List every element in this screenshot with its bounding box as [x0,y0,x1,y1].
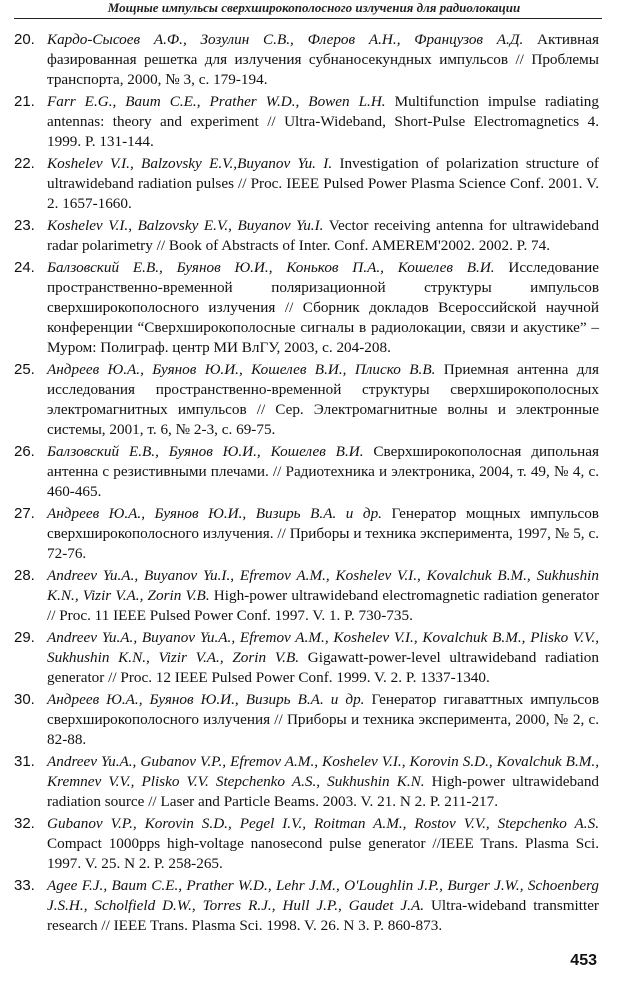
reference-number: 26. [14,442,35,460]
reference-authors: Кардо-Сысоев А.Ф., Зозулин С.В., Флеров А.Н., Французов А.Д. [47,31,524,48]
reference-authors: Андреев Ю.А., Буянов Ю.И., Кошелев В.И., Плиско В.В. [47,360,436,378]
reference-item [14,628,599,688]
reference-text: High-power ultrawideband radiation source // Laser and Particle Beams. 2003. V. 21. N 2. P. 211-217. [47,772,600,810]
page-number: 453 [570,952,597,969]
running-header-title: Мощные импульсы сверхширокополосного излучения для радиолокации [107,0,521,15]
reference-item [14,504,599,564]
reference-authors: Андреев Ю.А., Буянов Ю.И., Визирь В.А. и др. [47,504,382,522]
reference-text: Investigation of polarization structure of ultrawideband radiation pulses // Proc. IEEE Pulsed Power Plasma Science Conf. 2001. V. 2. 1657-1660. [47,155,599,212]
reference-item [14,752,599,812]
reference-item [14,360,599,440]
reference-authors: Andreev Yu.A., Buyanov Yu.I., Efremov A.M., Koshelev V.I., Kovalchuk B.M., Sukhushin K.N., Vizir V.A., Zorin V.B. [47,566,599,604]
reference-item [14,690,599,750]
reference-text: Сверхширокополосная дипольная антенна с резистивными плечами. // Радиотехника и электроника, 2004, т. 49, № 4, с. 460-465. [47,442,599,500]
reference-number: 30. [14,690,35,708]
reference-item [14,814,599,874]
reference-item [14,30,599,90]
reference-authors: Farr E.G., Baum C.E., Prather W.D., Bowen L.H. [47,93,386,111]
reference-number: 28. [14,566,35,584]
reference-number: 31. [14,752,35,770]
reference-item [14,92,599,152]
reference-text: Compact 1000pps high-voltage nanosecond pulse generator //IEEE Trans. Plasma Sci. 1997. V. 25. N 2. P. 258-265. [47,834,599,872]
reference-authors: Koshelev V.I., Balzovsky E.V.,Buyanov Yu. I. [47,155,333,173]
reference-text: Генератор гигаваттных импульсов сверхширокополосного излучения // Приборы и техника эксперимента, 2000, № 2, с. 82-88. [47,690,599,748]
reference-text: Генератор мощных импульсов сверхширокополосного излучения. // Приборы и техника эксперимента, 1997, № 5, с. 72-76. [47,504,599,562]
reference-number: 24. [14,259,35,277]
reference-authors: Koshelev V.I., Balzovsky E.V., Buyanov Yu.I. [47,217,324,235]
reference-authors: Gubanov V.P., Korovin S.D., Pegel I.V., Roitman A.M., Rostov V.V., Stepchenko A.S. [47,815,599,832]
reference-authors: Andreev Yu.A., Buyanov Yu.A., Efremov A.M., Koshelev V.I., Kovalchuk B.M., Plisko V.V., Sukhushin K.N., Vizir V.A., Zorin V.B. [47,628,599,666]
reference-item [14,566,599,626]
reference-number: 20. [14,31,35,48]
reference-number: 22. [14,155,35,173]
reference-number: 29. [14,628,35,646]
reference-text: Активная фазированная решетка для излучения субнаносекундных импульсов // Проблемы транспорта, 2000, № 3, с. 179-194. [47,31,599,88]
reference-text: Vector receiving antenna for ultrawideband radar polarimetry // Book of Abstracts of Inter. Conf. AMEREM'2002. 2002. P. 74. [47,217,599,254]
reference-item [14,876,599,936]
reference-authors: Agee F.J., Baum C.E., Prather W.D., Lehr J.M., O'Loughlin J.P., Burger J.W., Schoenberg J.S.H., Scholfield D.W., Torres R.J., Hull J.P., Gaudet J.A. [47,877,599,914]
reference-number: 27. [14,504,35,522]
reference-item [14,442,599,502]
header-rule [14,18,602,19]
reference-item [14,216,599,256]
reference-text: Приемная антенна для исследования пространственно-временной структуры сверхширокополосных электромагнитных импульсов // Сер. Электромагнитные волны и электронные системы, 2001, т. 6, № 2-3, с. 69-75. [47,360,599,438]
reference-text: Исследование пространственно-временной поляризационной структуры импульсов сверхширокополосного излучения // Сборник докладов Всероссийской научной конференции “Сверхширокополосные сигналы в радиолокации, связи и акустике” – Муром: Полиграф. центр МИ ВлГУ, 2003, с. 204-208. [47,259,599,356]
reference-number: 25. [14,360,35,378]
reference-text: Multifunction impulse radiating antennas: theory and experiment // Ultra-Wideband, Short-Pulse Electromagnetics 4. 1999. P. 131-144. [47,93,599,150]
reference-authors: Балзовский Е.В., Буянов Ю.И., Коньков П.А., Кошелев В.И. [47,259,495,277]
reference-authors: Балзовский Е.В., Буянов Ю.И., Кошелев В.И. [47,442,364,460]
reference-text: Ultra-wideband transmitter research // IEEE Trans. Plasma Sci. 1998. V. 26. N 3. P. 860-873. [47,896,599,934]
reference-list [14,30,599,938]
reference-authors: Andreev Yu.A., Gubanov V.P., Efremov A.M., Koshelev V.I., Korovin S.D., Kovalchuk B.M., Kremnev V.V., Plisko V.V. Stepchenko A.S., Sukhushin K.N. [47,752,599,790]
reference-item [14,258,599,358]
reference-item [14,154,599,214]
reference-authors: Андреев Ю.А., Буянов Ю.И., Визирь В.А. и др. [47,690,365,708]
reference-number: 32. [14,815,35,832]
reference-number: 33. [14,877,35,895]
reference-number: 23. [14,217,35,235]
reference-number: 21. [14,93,35,111]
reference-text: High-power ultrawideband electromagnetic radiation generator // Proc. 11 IEEE Pulsed Power Conf. 1997. V. 1. P. 730-735. [47,586,599,624]
reference-text: Gigawatt-power-level ultrawideband radiation generator // Proc. 12 IEEE Pulsed Power Conf. 1999. V. 2. P. 1337-1340. [47,648,599,686]
